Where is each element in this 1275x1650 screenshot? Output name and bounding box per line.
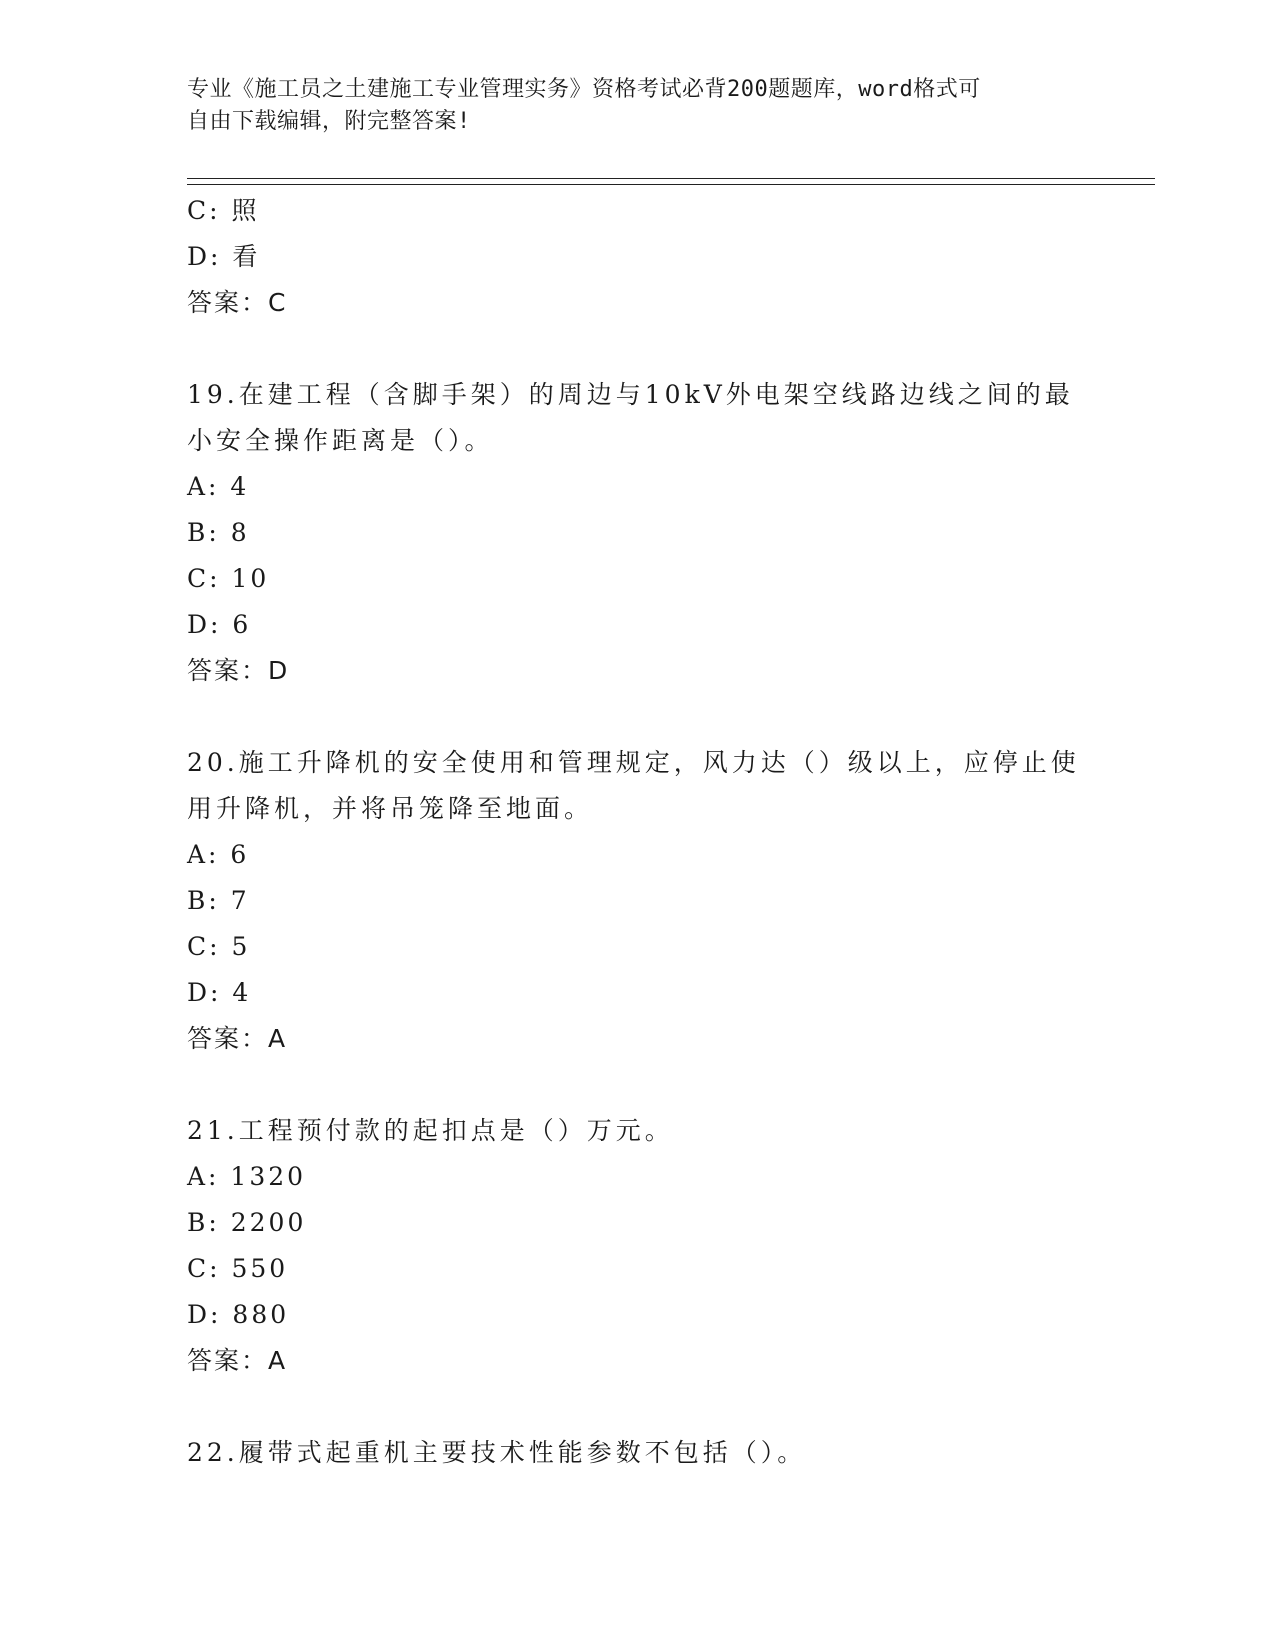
answer-line: 答案：A <box>187 1024 288 1053</box>
spacer <box>187 326 1087 372</box>
option-d: D: 6 <box>187 610 252 639</box>
spacer <box>187 1384 1087 1430</box>
question-22 <box>187 1430 1087 1476</box>
option-b: B: 7 <box>187 886 250 915</box>
header-line-1: 专业《施工员之土建施工专业管理实务》资格考试必背200题题库，word格式可 <box>187 77 981 102</box>
option-c: C: 550 <box>187 1254 289 1283</box>
spacer <box>187 694 1087 740</box>
question-carryover <box>187 188 1087 326</box>
question-stem-line: 19.在建工程（含脚手架）的周边与10kV外电架空线路边线之间的最 <box>187 380 1074 409</box>
option-d: D: 看 <box>187 242 261 271</box>
option-c: C: 照 <box>187 196 260 225</box>
option-a: A: 6 <box>187 840 250 869</box>
answer-line: 答案：A <box>187 1346 288 1375</box>
question-list <box>187 188 1087 1476</box>
option-b: B: 8 <box>187 518 250 547</box>
option-c: C: 5 <box>187 932 251 961</box>
option-d: D: 880 <box>187 1300 290 1329</box>
option-b: B: 2200 <box>187 1208 307 1237</box>
header-rule-bottom <box>187 184 1155 185</box>
question-19 <box>187 372 1087 694</box>
answer-line: 答案：C <box>187 288 288 317</box>
page-header <box>187 74 1077 138</box>
answer-line: 答案：D <box>187 656 290 685</box>
question-stem-line: 22.履带式起重机主要技术性能参数不包括（）。 <box>187 1438 807 1467</box>
header-line-2: 自由下载编辑，附完整答案! <box>187 109 471 134</box>
question-stem-line: 21.工程预付款的起扣点是（）万元。 <box>187 1116 674 1145</box>
option-a: A: 1320 <box>187 1162 307 1191</box>
question-stem-line: 20.施工升降机的安全使用和管理规定，风力达（）级以上，应停止使 <box>187 748 1080 777</box>
spacer <box>187 1062 1087 1108</box>
question-20 <box>187 740 1087 1062</box>
option-c: C: 10 <box>187 564 270 593</box>
question-stem-line: 用升降机，并将吊笼降至地面。 <box>187 794 594 823</box>
header-rule-top <box>187 178 1155 179</box>
question-21 <box>187 1108 1087 1384</box>
question-stem-line: 小安全操作距离是（）。 <box>187 426 494 455</box>
option-d: D: 4 <box>187 978 252 1007</box>
option-a: A: 4 <box>187 472 250 501</box>
